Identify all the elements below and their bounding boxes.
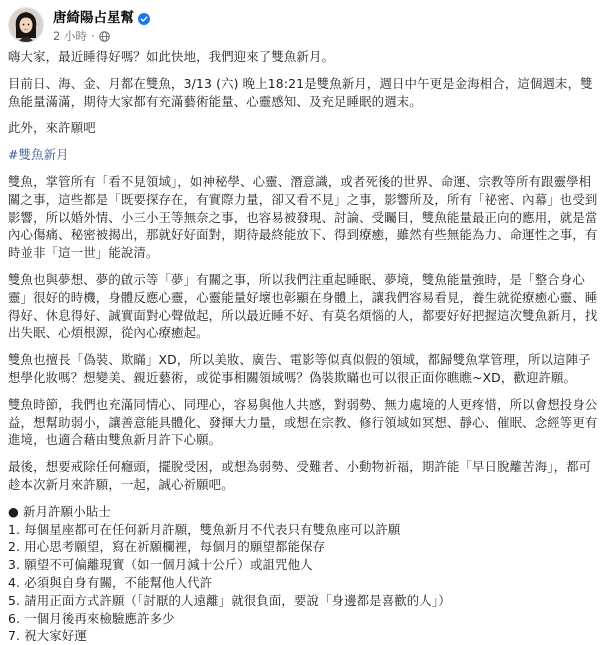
paragraph-intro: 目前日、海、金、月都在雙魚，3/13 (六) 晚上18:21是雙魚新月，週日中午更是金海相合，這個週末，雙魚能量滿滿，期待大家都有充滿藝術能量、心靈感知、及充足睡眠的週末。: [8, 75, 593, 109]
avatar-portrait-icon: [9, 8, 43, 42]
paragraph-empathy: 雙魚時節，我們也充滿同情心、同理心，容易與他人共感，對弱勢、無力處境的人更疼惜，所以會想投身公益，想幫助弱小，讓善意能具體化、發揮大力量，或想在宗教、修行領域如冥想、靜心、催眠、念經等更有進境，也適合藉由雙魚新月許下心願。: [8, 396, 598, 448]
author-avatar[interactable]: [8, 7, 44, 43]
tip-item: 6. 一個月後再來檢驗應許多少: [8, 610, 175, 626]
tips-title: ● 新月許願小貼士: [8, 503, 111, 519]
paragraph-disguise: 雙魚也擅長「偽裝、欺瞞」XD，所以美妝、廣告、電影等似真似假的領域，都歸雙魚掌管理，所以這陣子想學化妝嗎？想變美、親近藝術，或從事相關領域嗎？偽裝欺瞞也可以很正面你瞧瞧~XD，歡迎許願。: [8, 352, 591, 385]
paragraph-greeting: 嗨大家，最近睡得好嗎？如此快地，我們迎來了雙魚新月。: [8, 49, 335, 64]
tip-item: 7. 祝大家好運: [8, 628, 87, 644]
author-row: [53, 6, 150, 26]
tip-item: 2. 用心思考願望，寫在祈願欄裡，每個月的願望都能保存: [8, 539, 326, 555]
post-subline: [53, 28, 150, 44]
tip-item: 4. 必須與自身有關，不能幫他人代許: [8, 574, 213, 590]
paragraph-closing: 最後，想要戒除任何癮頭，擺脫受困，或想為弱勢、受難者、小動物祈福，期許能「早日脫離苦海」，都可趁本次新月來許願，一起，誠心祈願吧。: [8, 459, 592, 492]
tip-item: 1. 每個星座都可在任何新月許願，雙魚新月不代表只有雙魚座可以許願: [8, 521, 401, 537]
post-header: [8, 0, 600, 48]
paragraph-wish-invite: 此外，來許願吧: [8, 120, 96, 136]
verified-badge-icon: [138, 10, 150, 22]
tip-item: 5. 請用正面方式許願（「討厭的人遠離」就很負面，要說「身邊都是喜歡的人」）: [8, 592, 451, 608]
post-timestamp[interactable]: 2 小時: [53, 29, 87, 43]
post-meta: [53, 6, 150, 44]
post-body: [8, 48, 600, 645]
tip-item: 3. 願望不可偏離現實（如一個月減十公斤）或詛咒他人: [8, 557, 313, 573]
separator-dot: ·: [90, 29, 95, 43]
author-name[interactable]: 唐綺陽占星幫: [53, 10, 134, 26]
paragraph-dreams: 雙魚也與夢想、夢的啟示等「夢」有關之事，所以我們注重起睡眠、夢境，雙魚能量強時，是「整合身心靈」很好的時機，身體反應心靈，心靈能量好壞也彰顯在身體上，讓我們容易看見，養生就從療癒心靈、睡得好、休息得好、誠實面對心聲做起，所以最近睡不好、有莫名煩惱的人，都要好好把握這次雙魚新月，找出失眠、心煩根源，從內心療癒起。: [8, 271, 598, 341]
paragraph-pisces-domain: 雙魚，掌管所有「看不見領域」，如神秘學、心靈、潛意識，或者死後的世界、命運、宗教等所有跟靈學相關之事，這些都是「既要探存在，有實際力量，卻又看不見」之事，影響所及，所有「祕密、內幕」也受到影響，所以婚外情、小三小王等無奈之事，也容易被發現、討論、受矚目，雙魚能量最正向的應用，就是當內心傷痛、秘密被揭出，那就好好面對，期待最終能放下、得到療癒，雖然有些無能為力、命運性之事，有時並非「這一世」能說清。: [8, 173, 598, 261]
wish-tips-list: [8, 503, 600, 645]
hashtag-link[interactable]: #雙魚新月: [8, 147, 69, 163]
globe-icon[interactable]: [99, 31, 110, 42]
